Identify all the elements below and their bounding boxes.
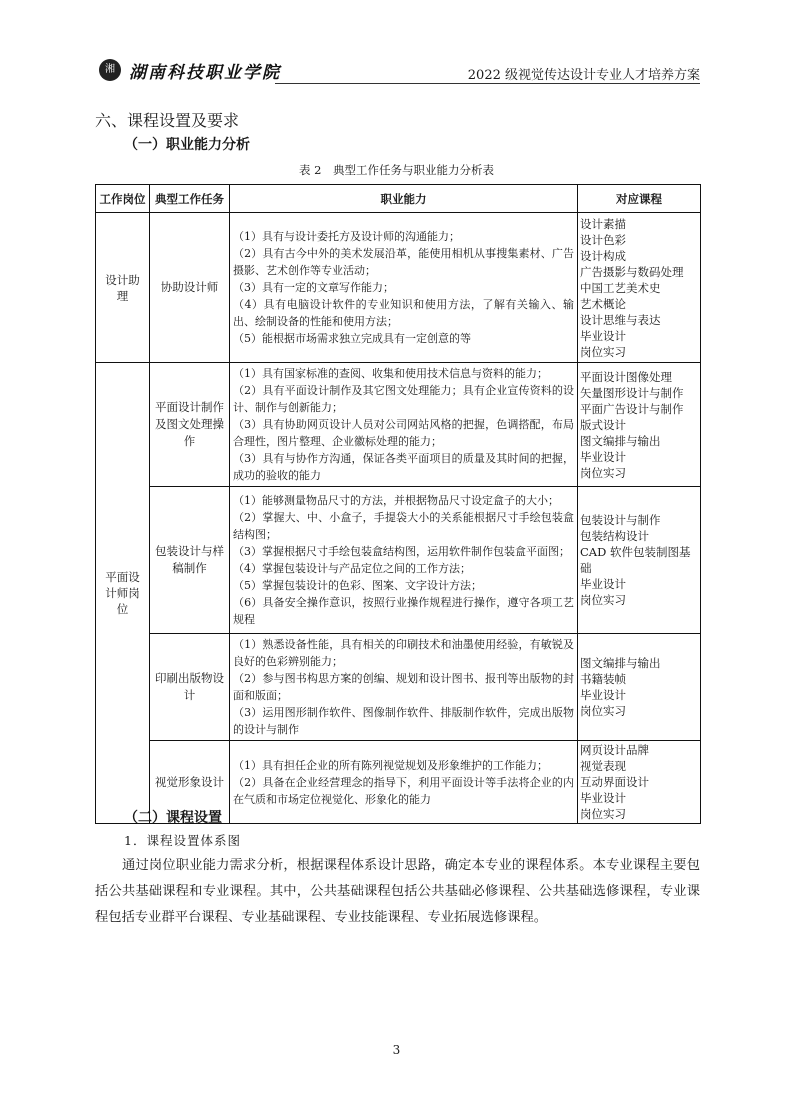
course-item: 包装结构设计	[580, 529, 649, 543]
course-item: 设计色彩	[580, 232, 626, 247]
course-item: 矢量图形设计与制作	[580, 385, 684, 400]
task-cell: 包装设计与样稿制作	[150, 487, 230, 634]
table-header-row	[96, 185, 701, 213]
course-item: 互动界面设计	[580, 775, 649, 789]
ability-item: （3）具有一定的文章写作能力；	[233, 281, 394, 294]
course-item: 网页设计品牌	[580, 743, 649, 757]
course-item: CAD 软件包装制图基础	[580, 545, 691, 575]
ability-item: （6）具备安全操作意识，按照行业操作规程进行操作，遵守各项工艺规程	[233, 596, 574, 626]
ability-cell	[230, 741, 578, 824]
ability-cell	[230, 213, 578, 363]
ability-item: （1）能够测量物品尺寸的方法，并根据物品尺寸设定盒子的大小；	[233, 494, 559, 507]
course-item: 毕业设计	[580, 791, 626, 805]
course-item: 广告摄影与数码处理	[580, 264, 684, 279]
courses-cell	[578, 363, 701, 487]
course-item: 岗位实习	[580, 704, 626, 718]
ability-cell	[230, 363, 578, 487]
ability-item: （1）熟悉设备性能，具有相关的印刷技术和油墨使用经验，有敏锐及良好的色彩辨别能力；	[233, 638, 574, 668]
task-cell: 视觉形象设计	[150, 741, 230, 824]
ability-item: （2）具有平面设计制作及其它图文处理能力；具有企业宣传资料的设计、制作与创新能力；	[233, 384, 574, 414]
ability-item: （1）具有与设计委托方及设计师的沟通能力；	[233, 230, 460, 243]
course-item: 平面设计图像处理	[580, 369, 672, 384]
course-item: 中国工艺美术史	[580, 280, 661, 295]
ability-item: （5）能根据市场需求独立完成具有一定创意的等	[233, 332, 471, 345]
course-item: 岗位实习	[580, 593, 626, 607]
subheading-course-system: 1．课程设置体系图	[124, 833, 241, 848]
course-item: 设计素描	[580, 216, 626, 231]
post-cell: 平面设计师岗位	[96, 363, 150, 824]
table-row	[96, 363, 701, 487]
header-post: 工作岗位	[96, 185, 150, 213]
ability-item: （5）掌握包装设计的色彩、图案、文字设计方法；	[233, 579, 482, 592]
course-item: 艺术概论	[580, 296, 626, 311]
course-item: 毕业设计	[580, 328, 626, 343]
ability-item: （3）运用图形制作软件、图像制作软件、排版制作软件，完成出版物的设计与制作	[233, 706, 574, 736]
header-rule	[275, 83, 700, 84]
post-cell: 设计助理	[96, 213, 150, 363]
courses-cell	[578, 213, 701, 363]
course-item: 岗位实习	[580, 465, 626, 480]
ability-item: （3）具有与协作方沟通，保证各类平面项目的质量及其时间的把握，成功的验收的能力	[233, 452, 574, 482]
course-item: 设计构成	[580, 248, 626, 263]
ability-item: （1）具有担任企业的所有陈列视觉规划及形象维护的工作能力；	[233, 758, 548, 772]
task-cell: 协助设计师	[150, 213, 230, 363]
ability-item: （4）掌握包装设计与产品定位之间的工作方法；	[233, 562, 471, 575]
page-header	[95, 56, 700, 86]
table-row	[96, 213, 701, 363]
ability-item: （3）掌握根据尺寸手绘包装盒结构图，运用软件制作包装盒平面图；	[233, 545, 570, 558]
course-item: 图文编排与输出	[580, 433, 661, 448]
page-number: 3	[392, 1043, 401, 1057]
header-courses: 对应课程	[578, 185, 701, 213]
course-item: 图文编排与输出	[580, 656, 661, 670]
ability-item: （4）具有电脑设计软件的专业知识和使用方法，了解有关输入、输出、绘制设备的性能和使用方法；	[233, 298, 574, 328]
header-task: 典型工作任务	[150, 185, 230, 213]
section-heading: 六、课程设置及要求	[95, 111, 240, 130]
body-paragraph: 通过岗位职业能力需求分析，根据课程体系设计思路，确定本专业的课程体系。本专业课程主要包括公共基础课程和专业课程。其中，公共基础课程包括公共基础必修课程、公共基础选修课程，专业课程包括专业群平台课程、专业基础课程、专业技能课程、专业拓展选修课程。	[95, 858, 700, 925]
college-logo	[95, 56, 295, 84]
course-item: 岗位实习	[580, 807, 626, 821]
course-item: 包装设计与制作	[580, 513, 661, 527]
ability-item: （2）掌握大、中、小盒子，手提袋大小的关系能根据尺寸手绘包装盒结构图；	[233, 511, 574, 541]
course-item: 视觉表现	[580, 759, 626, 773]
college-seal-icon: 湘	[99, 59, 121, 81]
course-item: 平面广告设计与制作	[580, 401, 684, 416]
task-cell: 印刷出版物设计	[150, 634, 230, 741]
courses-cell	[578, 487, 701, 634]
table-row	[96, 487, 701, 634]
subsection-heading-ability: （一）职业能力分析	[124, 137, 250, 153]
course-item: 设计思维与表达	[580, 312, 661, 327]
table-row	[96, 634, 701, 741]
college-name-calligraphy: 湖南科技职业学院	[129, 63, 281, 83]
ability-item: （1）具有国家标准的查阅、收集和使用技术信息与资料的能力；	[233, 367, 548, 380]
course-item: 毕业设计	[580, 577, 626, 591]
subsection-heading-courses: （二）课程设置	[124, 810, 222, 826]
ability-cell	[230, 487, 578, 634]
courses-cell	[578, 634, 701, 741]
header-ability: 职业能力	[230, 185, 578, 213]
course-item: 岗位实习	[580, 344, 626, 359]
ability-item: （2）参与图书构思方案的创编、规划和设计图书、报刊等出版物的封面和版面；	[233, 672, 574, 702]
ability-item: （2）具有古今中外的美术发展沿革，能使用相机从事搜集素材、广告摄影、艺术创作等专业活动；	[233, 247, 574, 277]
course-item: 毕业设计	[580, 688, 626, 702]
ability-item: （3）具有协助网页设计人员对公司网站风格的把握，色调搭配，布局合理性，图片整理、企业徽标处理的能力；	[233, 418, 574, 448]
ability-analysis-table	[95, 184, 701, 824]
ability-item: （2）具备在企业经营理念的指导下，利用平面设计等手法将企业的内在气质和市场定位视觉化、形象化的能力	[233, 775, 574, 806]
ability-cell	[230, 634, 578, 741]
courses-cell	[578, 741, 701, 824]
header-title: 2022 级视觉传达设计专业人才培养方案	[467, 68, 700, 83]
task-cell: 平面设计制作及图文处理操作	[150, 363, 230, 487]
course-item: 版式设计	[580, 417, 626, 432]
table-caption: 表 2 典型工作任务与职业能力分析表	[299, 163, 494, 177]
course-item: 毕业设计	[580, 449, 626, 464]
course-item: 书籍装帧	[580, 672, 626, 686]
